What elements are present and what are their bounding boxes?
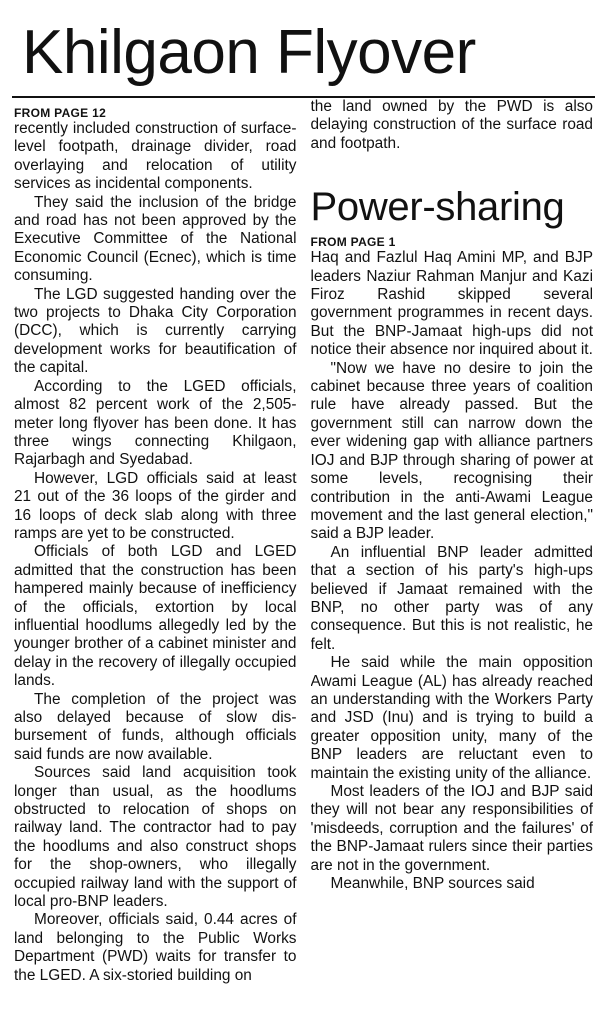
paragraph: The LGD suggested handing over the two projects to Dhaka City Corporation (DCC), which is currently carrying development works for beautification of the capital. xyxy=(14,285,297,377)
subhead: Power-sharing xyxy=(310,185,565,230)
article-columns xyxy=(8,98,599,1023)
left-column xyxy=(14,98,297,1013)
paragraph: According to the LGED officials, almost 82 percent work of the 2,505-meter long flyover has been done. It has three wings connecting Khilgaon, Rajarbagh and Syedabad. xyxy=(14,377,297,469)
paragraph: Officials of both LGD and LGED admitted that the construction has been hampered mainly because of inefficiency of the officials, extortion by local influential hoodlums allegedly led by the younger brother of a cabinet minister and delay in the recovery of illegally occupied lands. xyxy=(14,543,297,690)
paragraph: Meanwhile, BNP sources said xyxy=(330,875,535,893)
dateline-right: FROM PAGE 1 xyxy=(310,235,396,250)
paragraph: They said the inclusion of the bridge and road has not been approved by the Executive Committee of the National Economic Council (Ecnec), which is time consuming. xyxy=(14,193,297,285)
continuation-paragraph: the land owned by the PWD is also delaying construction of the surface road and footpath. xyxy=(310,98,593,152)
paragraph: Haq and Fazlul Haq Amini MP, and BJP leaders Naziur Rahman Manjur and Kazi Firoz Rashid skipped several government programmes in recent days. But the BNP-Jamaat high-ups did not notice their absence nor inquired about it. xyxy=(310,249,593,359)
paragraph: An influential BNP leader admitted that a section of his party's high-ups believed if Jamaat remained with the BNP, no other party was of any consequence. But this is not realistic, he felt. xyxy=(310,543,593,653)
dateline-left: FROM PAGE 12 xyxy=(14,106,107,120)
paragraph: Sources said land acquisition took longer than usual, as the hoodlums obstructed to relocation of shops on railway land. The contractor had to pay the hoodlums and also construct shops for the shop-owners, who illegally occupied railway land with the support of local pro-BNP leaders. xyxy=(14,764,297,911)
paragraph: However, LGD officials said at least 21 out of the 36 loops of the girder and 16 loops of deck slab along with three ramps are yet to be constructed. xyxy=(14,469,297,542)
paragraph: recently included construction of surface-level footpath, drainage divider, road overlaying and relocation of utility services as incidental components. xyxy=(14,120,297,193)
paragraph: Most leaders of the IOJ and BJP said they will not bear any responsibilities of 'misdeeds, corruption and the failures' of the BNP-Jamaat rulers since their parties are not in the government. xyxy=(310,783,593,874)
paragraph: The completion of the project was also delayed because of slow disbursement of funds, although officials said funds are now available. xyxy=(14,690,297,763)
headline: Khilgaon Flyover xyxy=(22,18,476,87)
paragraph: He said while the main opposition Awami League (AL) has already reached an understanding with the Workers Party and JSD (Inu) and is trying to build a greater opposition unity, many of the BNP leaders are reluctant even to maintain the existing unity of the alliance. xyxy=(310,654,593,782)
right-column xyxy=(311,98,594,1023)
paragraph: "Now we have no desire to join the cabinet because three years of coalition rule have already passed. But the government still can narrow down the ever widening gap with alliance partners IOJ and BJP through sharing of power at some levels, recognising their contribution in the anti-Awami League movement and the last general election," said a BJP leader. xyxy=(310,359,593,543)
paragraph: Moreover, officials said, 0.44 acres of land belonging to the Public Works Department (PWD) waits for transfer to the LGED. A six-storied building on xyxy=(14,911,297,984)
